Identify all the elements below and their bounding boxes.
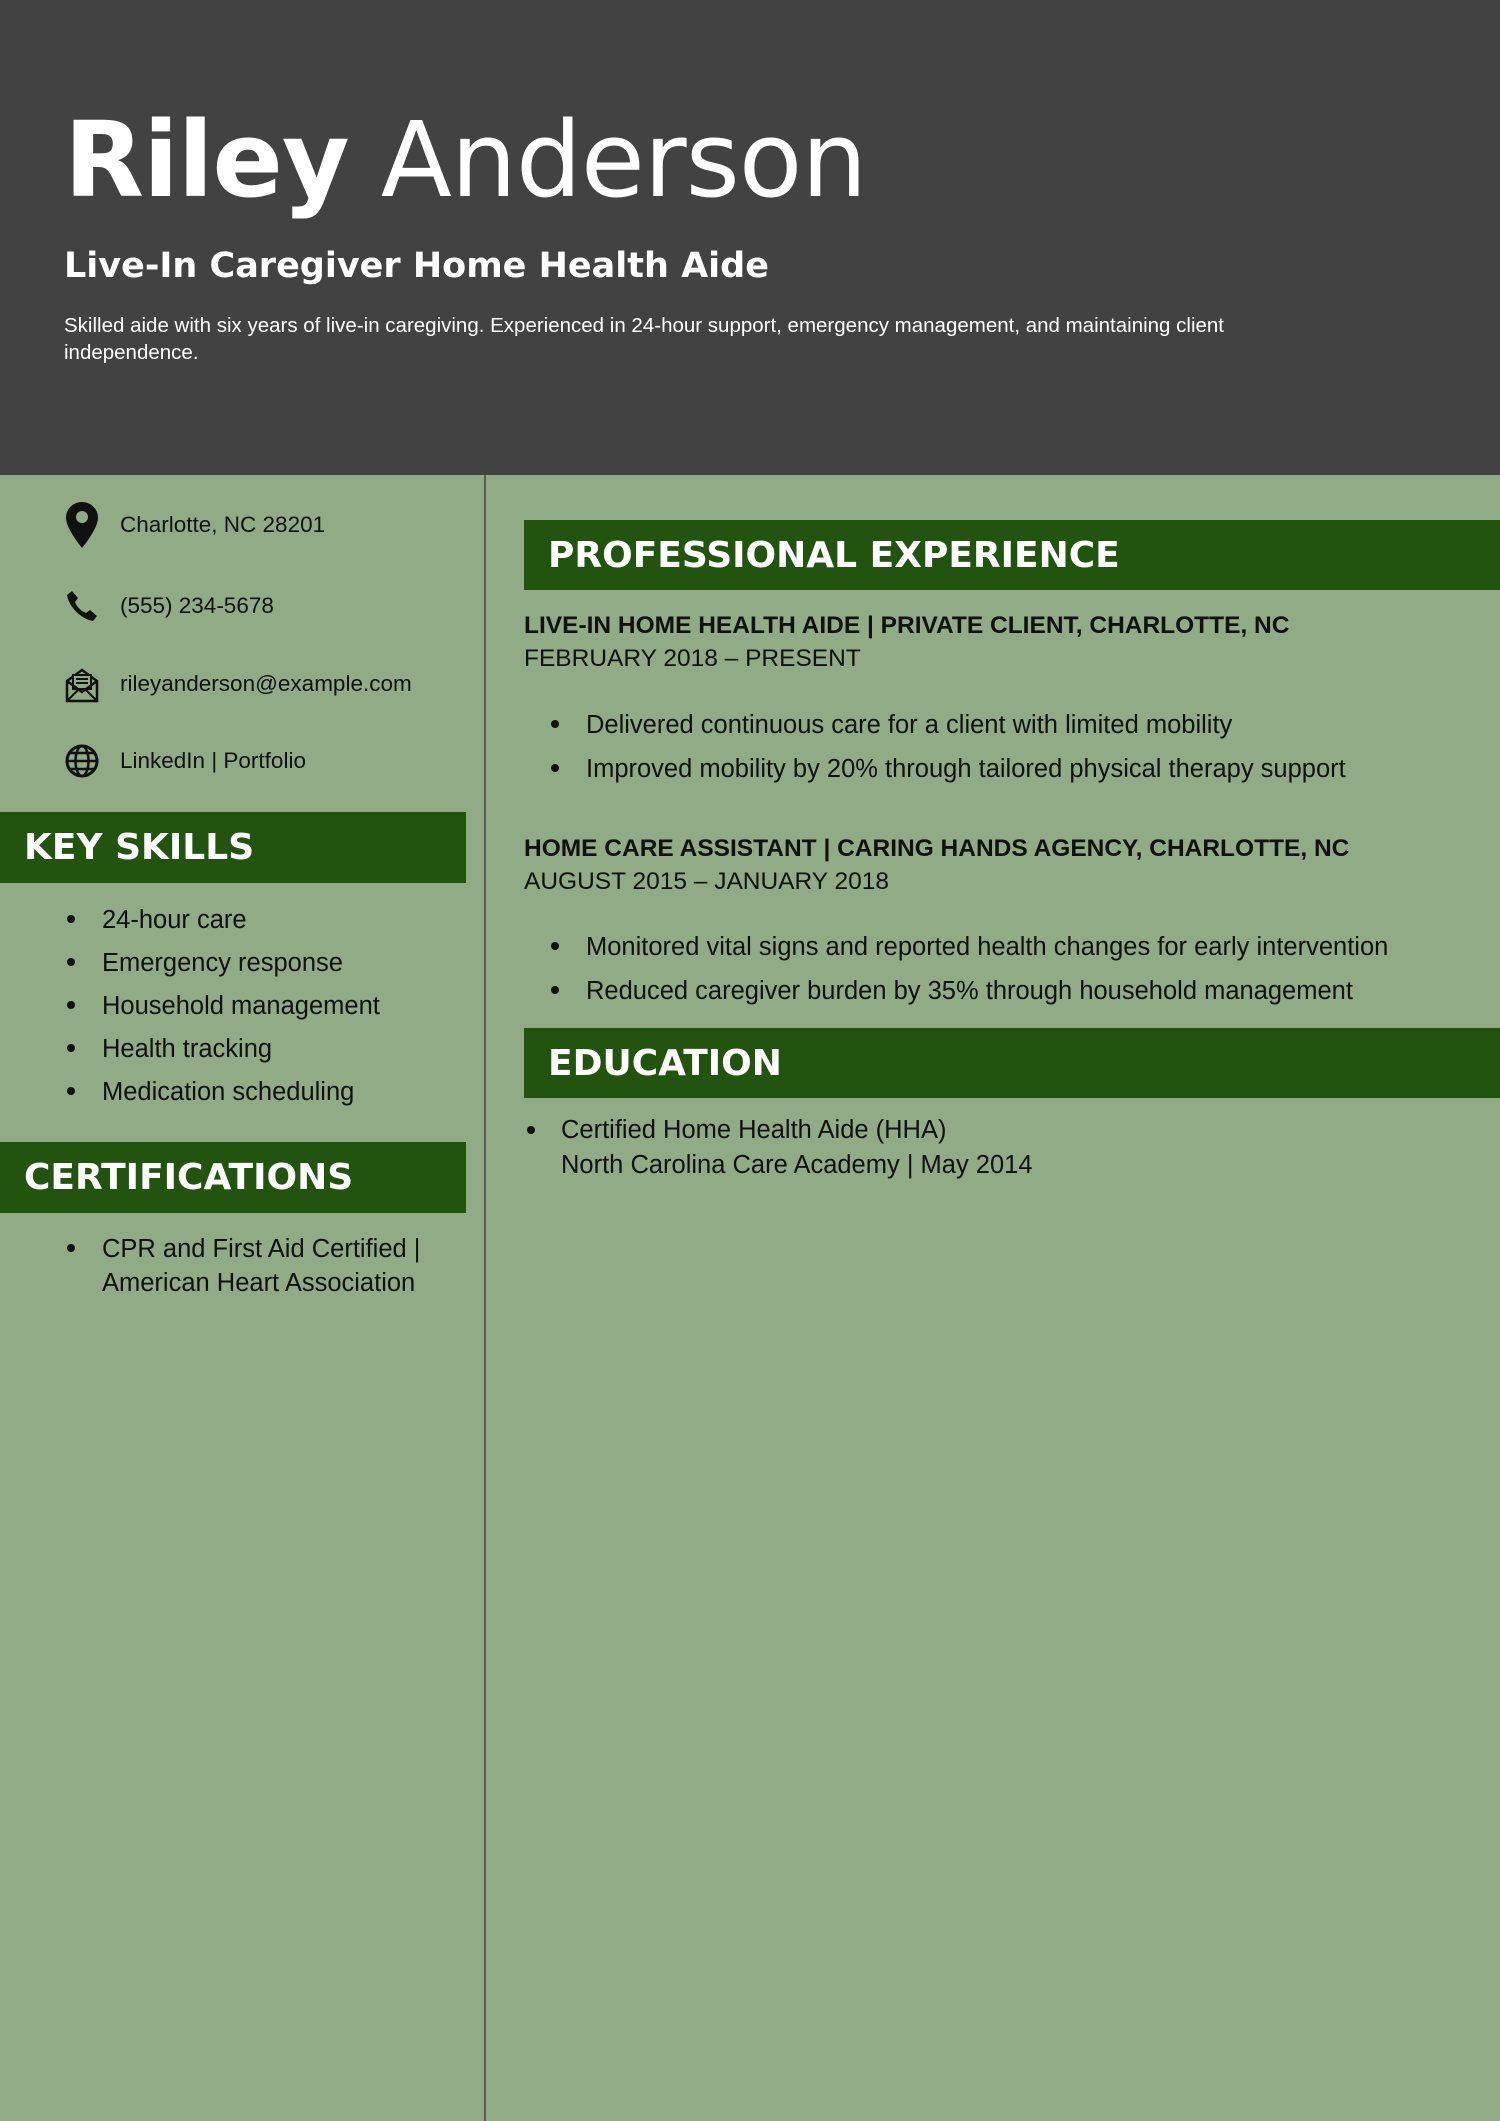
first-name: Riley xyxy=(64,99,349,221)
candidate-name xyxy=(64,99,867,221)
job-2-header: HOME CARE ASSISTANT | CARING HANDS AGENCY, CHARLOTTE, NC xyxy=(524,835,1350,862)
list-item: Emergency response xyxy=(64,943,380,986)
list-item: 24-hour care xyxy=(64,900,380,943)
job-2-dates: AUGUST 2015 – JANUARY 2018 xyxy=(524,868,889,895)
job-2-bullets xyxy=(548,927,1388,1015)
list-item: Improved mobility by 20% through tailored physical therapy support xyxy=(548,749,1346,793)
header xyxy=(0,0,1500,475)
education-list xyxy=(524,1113,1033,1183)
envelope-icon xyxy=(64,659,100,709)
list-item: Reduced caregiver burden by 35% through household management xyxy=(548,971,1388,1015)
degree: Certified Home Health Aide (HHA) xyxy=(561,1116,947,1144)
contact-links xyxy=(64,736,306,786)
list-item: Health tracking xyxy=(64,1029,380,1072)
list-item: CPR and First Aid Certified | American Heart Association xyxy=(64,1232,444,1300)
links-text[interactable]: LinkedIn | Portfolio xyxy=(120,748,306,773)
email-text[interactable]: rileyanderson@example.com xyxy=(120,671,412,696)
list-item: Delivered continuous care for a client with limited mobility xyxy=(548,705,1346,749)
contact-email xyxy=(64,659,412,709)
certifications-heading: CERTIFICATIONS xyxy=(0,1142,466,1213)
list-item: Medication scheduling xyxy=(64,1072,380,1115)
education-item xyxy=(524,1113,1033,1183)
summary: Skilled aide with six years of live-in caregiving. Experienced in 24-hour support, emergency management, and maintaining client independence. xyxy=(64,314,1225,364)
phone-icon xyxy=(64,581,100,631)
last-name: Anderson xyxy=(380,99,867,221)
job-1-dates: FEBRUARY 2018 – PRESENT xyxy=(524,645,861,672)
experience-heading: PROFESSIONAL EXPERIENCE xyxy=(524,520,1500,590)
list-item: Household management xyxy=(64,986,380,1029)
certifications-list xyxy=(64,1232,444,1300)
job-1-header: LIVE-IN HOME HEALTH AIDE | PRIVATE CLIENT, CHARLOTTE, NC xyxy=(524,612,1290,639)
job-1-bullets xyxy=(548,705,1346,793)
contact-location xyxy=(64,500,325,550)
education-heading: EDUCATION xyxy=(524,1028,1500,1098)
location-text: Charlotte, NC 28201 xyxy=(120,512,326,537)
location-pin-icon xyxy=(64,500,100,550)
globe-icon xyxy=(64,736,100,786)
phone-text[interactable]: (555) 234-5678 xyxy=(120,593,274,618)
key-skills-heading: KEY SKILLS xyxy=(0,812,466,883)
job-title: Live-In Caregiver Home Health Aide xyxy=(64,246,769,286)
school: North Carolina Care Academy | May 2014 xyxy=(561,1151,1033,1179)
list-item: Monitored vital signs and reported health changes for early intervention xyxy=(548,927,1388,971)
column-divider xyxy=(484,475,486,2121)
contact-phone xyxy=(64,581,274,631)
key-skills-list xyxy=(64,900,380,1115)
